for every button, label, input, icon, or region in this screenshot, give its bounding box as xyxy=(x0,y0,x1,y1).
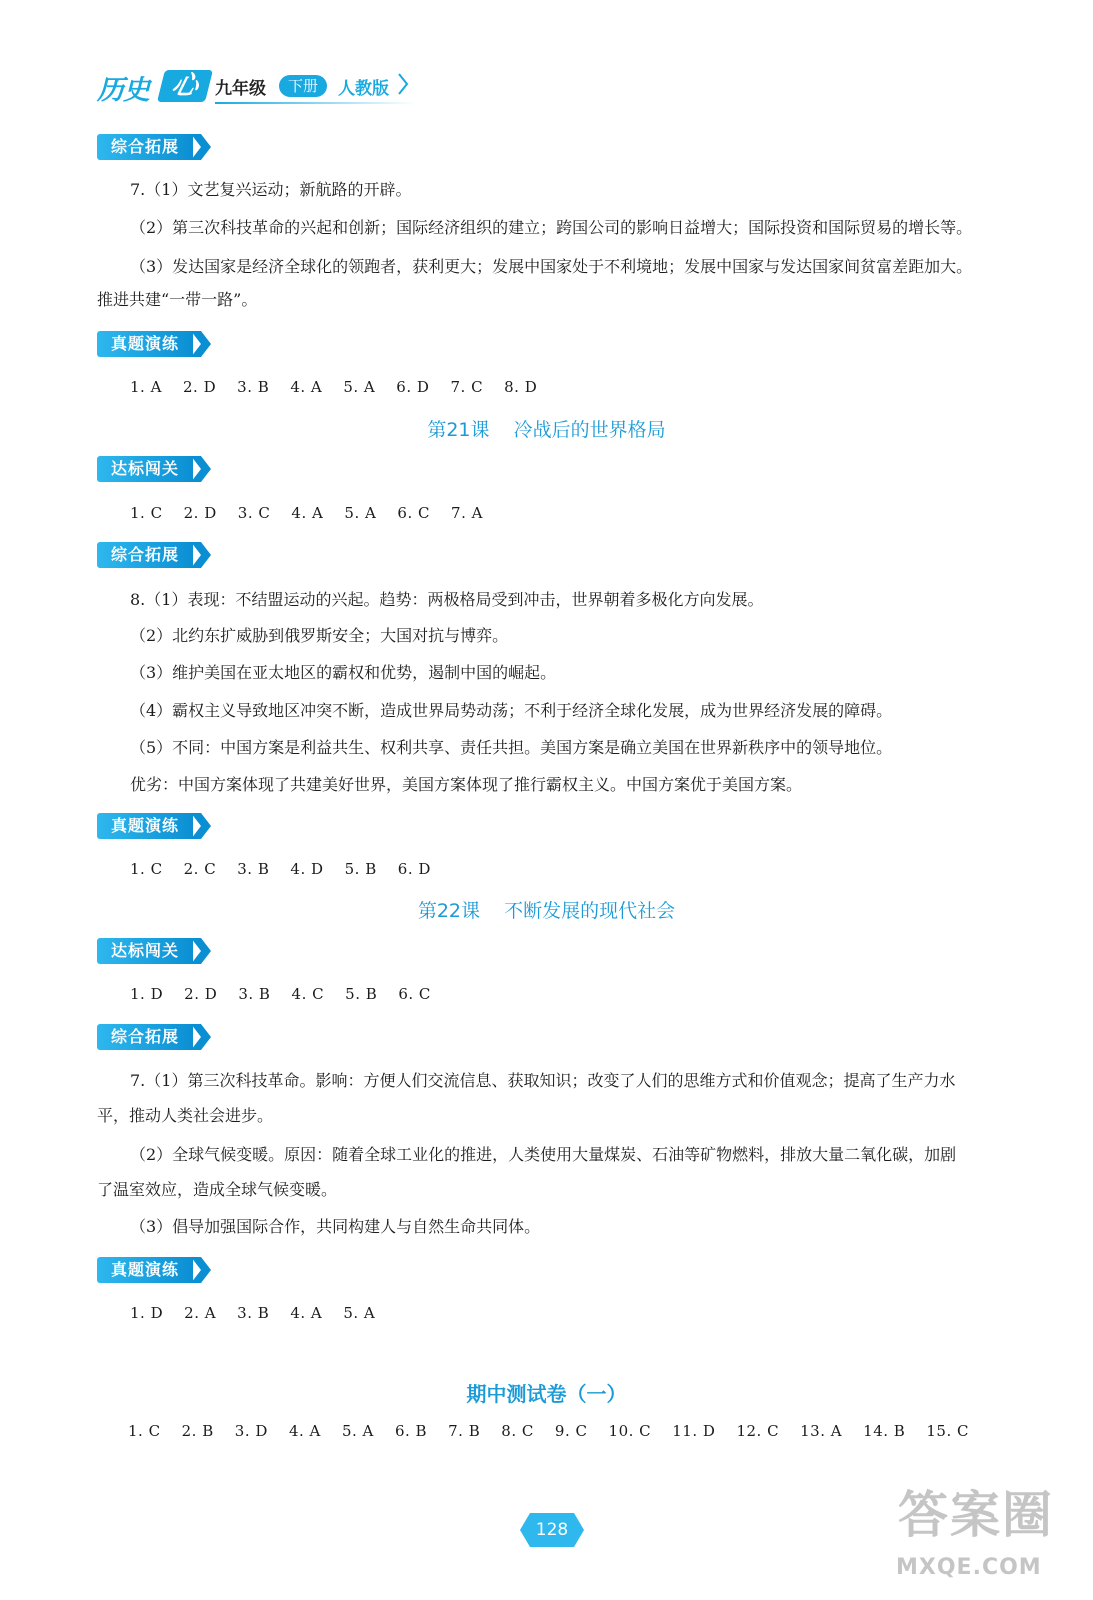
answer-line: （3）倡导加强国际合作，共同构建人与自然生命共同体。 xyxy=(130,1217,541,1236)
section-tag-label: 真题演练 xyxy=(97,331,193,357)
chevron-right-icon xyxy=(191,456,213,482)
subject-logo-mark: 心 xyxy=(157,70,213,102)
answer-line: （2）全球气候变暖。原因：随着全球工业化的推进，人类使用大量煤炭、石油等矿物燃料，排放大量二氧化碳，加剧 xyxy=(130,1145,957,1164)
volume-badge: 下册 xyxy=(279,75,327,97)
section-tag-label: 综合拓展 xyxy=(97,542,193,568)
edition-label: 人教版 xyxy=(338,79,389,99)
answer-row: 1. C 2. B 3. D 4. A 5. A 6. B 7. B 8. C 9. C 10. C 11. D 12. C 13. A 14. B 15. C xyxy=(128,1422,969,1440)
chevron-right-icon xyxy=(191,331,213,357)
section-tag-standards xyxy=(97,938,215,964)
chevron-right-icon xyxy=(191,1024,213,1050)
header-underline xyxy=(215,102,415,104)
answer-row: 1. D 2. D 3. B 4. C 5. B 6. C xyxy=(130,985,431,1003)
watermark-url: MXQE.COM xyxy=(896,1555,1042,1580)
section-tag-label: 真题演练 xyxy=(97,1257,193,1283)
lesson-title: 第22课 不断发展的现代社会 xyxy=(417,900,676,922)
section-tag-label: 真题演练 xyxy=(97,813,193,839)
answer-line: （2）北约东扩威胁到俄罗斯安全；大国对抗与博弈。 xyxy=(130,626,509,645)
section-tag-exam-practice xyxy=(97,1257,215,1283)
chevron-right-icon xyxy=(191,938,213,964)
answer-row: 1. D 2. A 3. B 4. A 5. A xyxy=(130,1304,376,1322)
answer-line: （5）不同：中国方案是利益共生、权利共享、责任共担。美国方案是确立美国在世界新秩序中的领导地位。 xyxy=(130,738,893,757)
answer-line: （3）发达国家是经济全球化的领跑者，获利更大；发展中国家处于不利境地；发展中国家与发达国家间贫富差距加大。 xyxy=(130,257,973,276)
answer-line: 平，推动人类社会进步。 xyxy=(97,1106,274,1125)
answer-line: 7.（1）文艺复兴运动；新航路的开辟。 xyxy=(130,180,412,199)
page-number-badge xyxy=(520,1513,584,1547)
answer-line: （2）第三次科技革命的兴起和创新；国际经济组织的建立；跨国公司的影响日益增大；国际投资和国际贸易的增长等。 xyxy=(130,218,973,237)
answer-line: 优劣：中国方案体现了共建美好世界，美国方案体现了推行霸权主义。中国方案优于美国方案。 xyxy=(130,775,803,794)
section-tag-standards xyxy=(97,456,215,482)
lesson-title: 第21课 冷战后的世界格局 xyxy=(427,419,666,441)
chevron-right-icon xyxy=(191,134,213,160)
answer-row: 1. C 2. C 3. B 4. D 5. B 6. D xyxy=(130,860,431,878)
section-tag-comprehensive xyxy=(97,1024,215,1050)
chevron-right-icon xyxy=(191,1257,213,1283)
answer-row: 1. A 2. D 3. B 4. A 5. A 6. D 7. C 8. D xyxy=(130,378,538,396)
section-tag-label: 综合拓展 xyxy=(97,134,193,160)
section-tag-exam-practice xyxy=(97,331,215,357)
answer-row: 1. C 2. D 3. C 4. A 5. A 6. C 7. A xyxy=(130,504,483,522)
answer-line: 7.（1）第三次科技革命。影响：方便人们交流信息、获取知识；改变了人们的思维方式和价值观念；提高了生产力水 xyxy=(130,1071,956,1090)
book-header xyxy=(97,68,427,106)
section-tag-label: 综合拓展 xyxy=(97,1024,193,1050)
answer-line: （3）维护美国在亚太地区的霸权和优势，遏制中国的崛起。 xyxy=(130,663,557,682)
subject-logo: 历史 xyxy=(97,75,149,106)
grade-label: 九年级 xyxy=(215,79,266,99)
watermark-logo: 答案圈 xyxy=(898,1486,1054,1544)
section-tag-comprehensive xyxy=(97,542,215,568)
section-tag-exam-practice xyxy=(97,813,215,839)
answer-line: 了温室效应，造成全球气候变暖。 xyxy=(97,1180,338,1199)
page-number: 128 xyxy=(535,1520,569,1540)
section-tag-label: 达标闯关 xyxy=(97,938,193,964)
section-tag-comprehensive xyxy=(97,134,215,160)
answer-line: 推进共建“一带一路”。 xyxy=(97,290,258,309)
chevron-right-icon xyxy=(397,72,409,96)
exam-title: 期中测试卷（一） xyxy=(466,1382,627,1406)
answer-line: 8.（1）表现：不结盟运动的兴起。趋势：两极格局受到冲击，世界朝着多极化方向发展。 xyxy=(130,590,764,609)
chevron-right-icon xyxy=(191,542,213,568)
chevron-right-icon xyxy=(191,813,213,839)
watermark xyxy=(890,1475,1070,1593)
answer-line: （4）霸权主义导致地区冲突不断，造成世界局势动荡；不利于经济全球化发展，成为世界经济发展的障碍。 xyxy=(130,701,893,720)
section-tag-label: 达标闯关 xyxy=(97,456,193,482)
